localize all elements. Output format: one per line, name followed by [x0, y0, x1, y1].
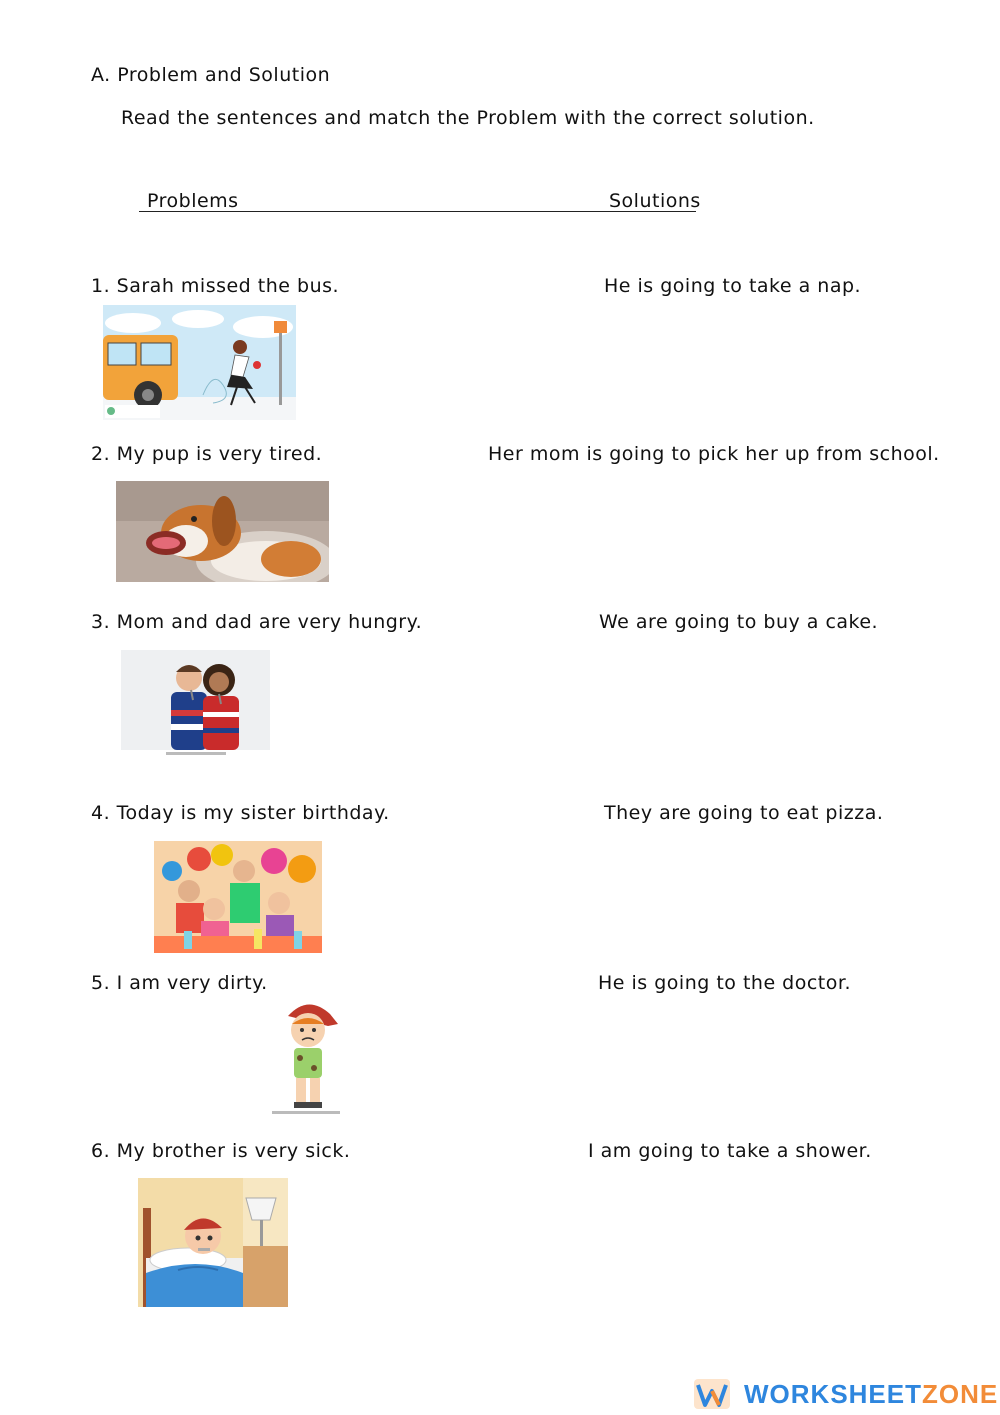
solution-1: He is going to take a nap.: [604, 275, 862, 297]
sick-boy-illustration: [138, 1178, 288, 1307]
problems-column-header: Problems: [147, 190, 239, 212]
watermark-text-worksheet: WORKSHEET: [744, 1378, 922, 1409]
solution-3: We are going to buy a cake.: [599, 611, 879, 633]
solution-5: He is going to the doctor.: [598, 972, 851, 994]
solution-2: Her mom is going to pick her up from school.: [488, 443, 940, 465]
hungry-couple-photo: [121, 650, 270, 759]
problem-5: 5. I am very dirty.: [91, 972, 268, 994]
header-underline: [139, 211, 696, 212]
instruction-text: Read the sentences and match the Problem with the correct solution.: [121, 107, 815, 129]
watermark-text-zone: ZONE: [922, 1378, 999, 1409]
problem-1: 1. Sarah missed the bus.: [91, 275, 340, 297]
problem-2: 2. My pup is very tired.: [91, 443, 323, 465]
problem-3: 3. Mom and dad are very hungry.: [91, 611, 423, 633]
dirty-boy-illustration: [270, 998, 344, 1118]
solution-4: They are going to eat pizza.: [604, 802, 884, 824]
section-heading: A. Problem and Solution: [91, 64, 331, 86]
worksheetzone-logo-icon: [692, 1377, 732, 1411]
solutions-column-header: Solutions: [609, 190, 701, 212]
problem-4: 4. Today is my sister birthday.: [91, 802, 390, 824]
birthday-party-photo: [154, 841, 322, 953]
solution-6: I am going to take a shower.: [588, 1140, 872, 1162]
problem-6: 6. My brother is very sick.: [91, 1140, 351, 1162]
tired-dog-photo: [116, 481, 329, 582]
missed-bus-illustration: [103, 305, 296, 420]
worksheetzone-watermark: [692, 1376, 998, 1412]
